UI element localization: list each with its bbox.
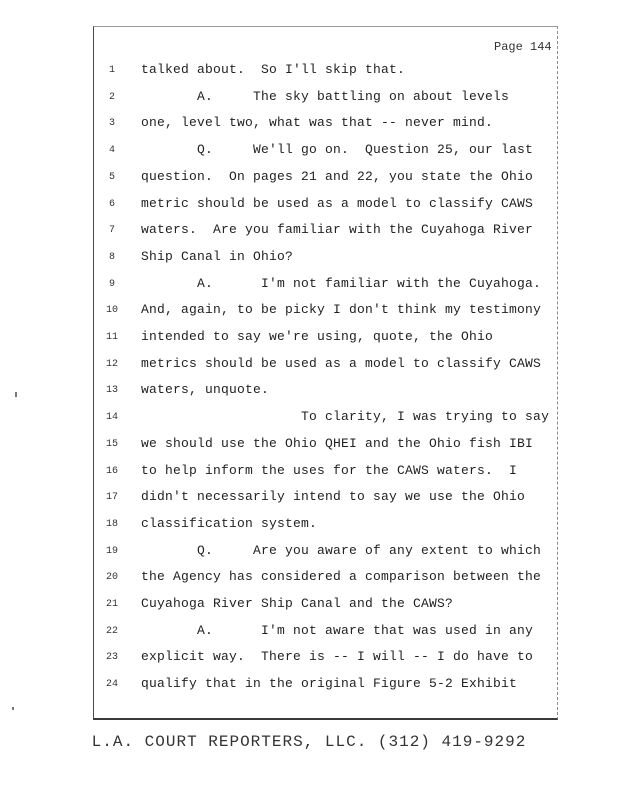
line-number: 9 [108, 278, 115, 290]
court-reporter-footer: L.A. COURT REPORTERS, LLC. (312) 419-9292 [91, 733, 527, 751]
line-number: 13 [105, 385, 118, 397]
transcript-line: one, level two, what was that -- never mind. [141, 115, 494, 131]
transcript-line: And, again, to be picky I don't think my testimony [141, 302, 542, 318]
transcript-line: explicit way. There is -- I will -- I do have to [141, 649, 534, 665]
line-number: 18 [105, 518, 118, 530]
transcript-line: A. The sky battling on about levels [141, 88, 510, 104]
line-number: 24 [105, 679, 118, 691]
transcript-line: classification system. [141, 515, 318, 531]
line-number: 12 [105, 358, 118, 370]
line-number: 15 [105, 438, 118, 450]
transcript-line: didn't necessarily intend to say we use the Ohio [141, 489, 526, 505]
transcript-line: intended to say we're using, quote, the Ohio [141, 329, 494, 344]
transcript-line: waters. Are you familiar with the Cuyahoga River [141, 222, 534, 238]
transcript-line: the Agency has considered a comparison between the [141, 569, 542, 585]
line-number: 20 [105, 572, 118, 584]
line-number: 8 [108, 251, 115, 263]
transcript-line: Q. Are you aware of any extent to which [141, 542, 542, 558]
transcript-line: A. I'm not aware that was used in any [141, 622, 534, 638]
line-number: 19 [105, 545, 118, 557]
line-number: 11 [105, 332, 118, 343]
line-number: 22 [105, 625, 118, 637]
transcript-line: waters, unquote. [141, 382, 270, 398]
transcript-line: question. On pages 21 and 22, you state the Ohio [141, 168, 534, 184]
line-number: 1 [108, 65, 115, 76]
line-number: 16 [105, 465, 118, 477]
transcript-line: Q. We'll go on. Question 25, our last [141, 142, 534, 158]
transcript-line: Cuyahoga River Ship Canal and the CAWS? [141, 596, 454, 611]
line-number: 7 [108, 225, 115, 237]
line-number: 5 [108, 171, 115, 183]
transcript-line: metric should be used as a model to classify CAWS [141, 195, 534, 211]
scan-speck [12, 707, 14, 710]
transcript-line: qualify that in the original Figure 5-2 Exhibit [141, 676, 518, 692]
line-number: 6 [108, 198, 115, 210]
line-number: 21 [105, 599, 118, 610]
line-number: 14 [105, 412, 118, 424]
page-number: Page 144 [494, 40, 552, 54]
transcript-line: To clarity, I was trying to say [141, 409, 550, 425]
transcript-line: Ship Canal in Ohio? [141, 248, 294, 264]
transcript-line: to help inform the uses for the CAWS waters. I [141, 462, 518, 478]
line-number: 17 [105, 492, 118, 504]
line-number: 10 [105, 305, 118, 317]
scan-speck [15, 392, 17, 397]
transcript-line: talked about. So I'll skip that. [141, 62, 406, 77]
line-number: 4 [108, 145, 115, 157]
line-number: 2 [108, 91, 115, 103]
line-number: 23 [105, 652, 118, 664]
transcript-line: A. I'm not familiar with the Cuyahoga. [141, 275, 542, 291]
line-number: 3 [108, 118, 115, 130]
transcript-line: metrics should be used as a model to classify CAWS [141, 355, 542, 371]
transcript-line: we should use the Ohio QHEI and the Ohio fish IBI [141, 435, 534, 451]
